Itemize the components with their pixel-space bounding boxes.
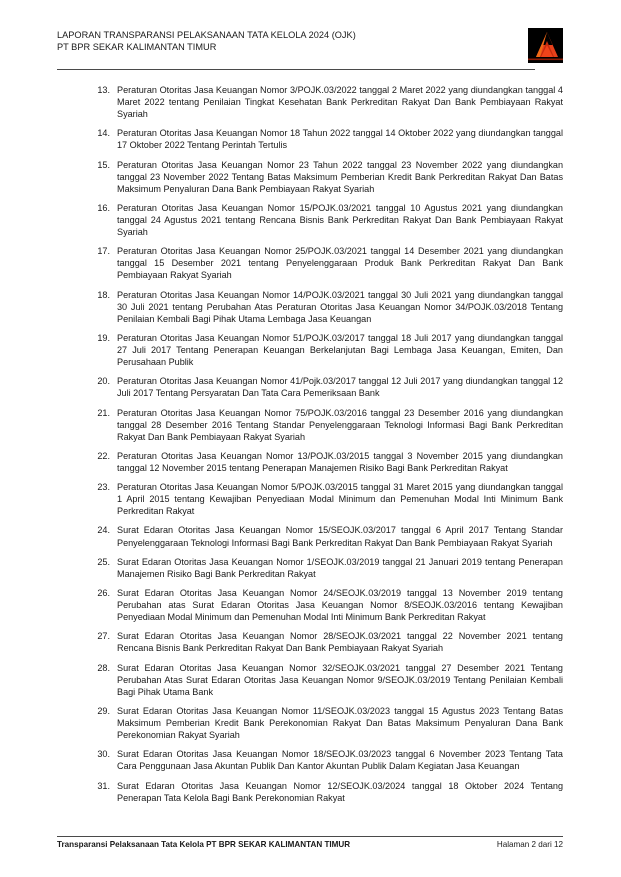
list-item bbox=[57, 587, 563, 623]
list-item bbox=[57, 630, 563, 654]
list-item-text: Peraturan Otoritas Jasa Keuangan Nomor 13/POJK.03/2015 tanggal 3 November 2015 yang diundangkan tanggal 12 November 2015 tentang Penerapan Manajemen Risiko Bagi Bank Perkreditan Rakyat bbox=[117, 450, 563, 473]
header-divider bbox=[57, 69, 535, 70]
list-item-number: 24. bbox=[97, 525, 110, 536]
list-item bbox=[57, 556, 563, 580]
list-item-number: 14. bbox=[97, 128, 110, 139]
list-item-text: Surat Edaran Otoritas Jasa Keuangan Nomor 15/SEOJK.03/2017 tanggal 6 April 2017 Tentang Standar Penyelenggaraan Teknologi Informasi Bagi Bank Perkreditan Rakyat Dan Bank Pembiayaan Rakyat Syariah bbox=[117, 525, 563, 548]
list-item bbox=[57, 289, 563, 325]
list-item-number: 15. bbox=[97, 159, 110, 170]
list-item-text: Peraturan Otoritas Jasa Keuangan Nomor 23 Tahun 2022 tanggal 23 November 2022 yang diundangkan tanggal 23 November 2022 Tentang Batas Maksimum Pemberian Kredit Bank Perkreditan Rakyat Dan Batas Maksimum Penyaluran Dana Bank Pembiayaan Rakyat Syariah bbox=[117, 159, 563, 194]
list-item-text: Peraturan Otoritas Jasa Keuangan Nomor 51/POJK.03/2017 tanggal 18 Juli 2017 yang diundangkan tanggal 27 Juli 2017 Tentang Penerapan Keuangan Berkelanjutan Bagi Lembaga Jasa Keuangan, Emiten, Dan Perusahaan Publik bbox=[117, 332, 563, 368]
list-item-text: Surat Edaran Otoritas Jasa Keuangan Nomor 12/SEOJK.03/2024 tanggal 18 Oktober 2024 Tentang Penerapan Tata Kelola Bagi Bank Perekonomian Rakyat bbox=[117, 780, 563, 803]
list-item bbox=[57, 450, 563, 474]
list-item-text: Surat Edaran Otoritas Jasa Keuangan Nomor 24/SEOJK.03/2019 tanggal 13 November 2019 tentang Perubahan atas Surat Edaran Otoritas Jasa Keuangan Nomor 8/SEOJK.03/2016 tentang Kewajiban Penyediaan Modal Minimum dan Pemenuhan Modal Inti Minimum Bank Perkreditan Rakyat bbox=[117, 588, 563, 623]
regulation-list-container bbox=[57, 84, 563, 811]
list-item-number: 20. bbox=[97, 376, 110, 387]
list-item-number: 17. bbox=[97, 246, 110, 257]
list-item bbox=[57, 407, 563, 443]
list-item-text: Peraturan Otoritas Jasa Keuangan Nomor 25/POJK.03/2021 tanggal 14 Desember 2021 yang diundangkan tanggal 15 Desember 2021 tentang Penyelenggaraan Produk Bank Perkreditan Rakyat Dan Bank Pembiayaan Rakyat Syariah bbox=[117, 246, 563, 281]
footer-page-number: Halaman 2 dari 12 bbox=[496, 840, 563, 849]
header-title-block bbox=[57, 28, 356, 53]
list-item bbox=[57, 705, 563, 741]
list-item-number: 26. bbox=[97, 588, 110, 599]
list-item-number: 23. bbox=[97, 482, 110, 493]
list-item-text: Peraturan Otoritas Jasa Keuangan Nomor 14/POJK.03/2021 tanggal 30 Juli 2021 yang diundangkan tanggal 30 Juli 2021 tentang Perubahan Atas Peraturan Otoritas Jasa Keuangan Nomor 34/POJK.03/2018 Tentang Penilaian Kembali Bagi Pihak Utama Lembaga Jasa Keuangan bbox=[117, 289, 563, 324]
page-header bbox=[57, 28, 563, 63]
list-item-text: Surat Edaran Otoritas Jasa Keuangan Nomor 1/SEOJK.03/2019 tanggal 21 Januari 2019 tentang Penerapan Manajemen Risiko Bagi Bank Perkreditan Rakyat bbox=[117, 556, 563, 579]
regulation-list bbox=[57, 84, 563, 804]
footer-divider bbox=[57, 836, 563, 837]
list-item-text: Peraturan Otoritas Jasa Keuangan Nomor 5/POJK.03/2015 tanggal 31 Maret 2015 yang diundangkan tanggal 1 April 2015 tentang Kewajiban Penyediaan Modal Minimum dan Pemenuhan Modal Inti Minimum Bank Perkreditan Rakyat bbox=[117, 482, 563, 517]
list-item-number: 22. bbox=[97, 450, 110, 461]
list-item-number: 21. bbox=[97, 407, 110, 418]
list-item-number: 29. bbox=[97, 705, 110, 716]
list-item-text: Peraturan Otoritas Jasa Keuangan Nomor 18 Tahun 2022 tanggal 14 Oktober 2022 yang diundangkan tanggal 17 Oktober 2022 Tentang Perintah Tertulis bbox=[117, 128, 563, 151]
list-item bbox=[57, 159, 563, 195]
page-footer bbox=[57, 840, 563, 849]
list-item-text: Surat Edaran Otoritas Jasa Keuangan Nomor 28/SEOJK.03/2021 tanggal 22 November 2021 tentang Rencana Bisnis Bank Perkreditan Rakyat Dan Bank Pembiayaan Rakyat Syariah bbox=[117, 631, 563, 654]
list-item-number: 28. bbox=[97, 662, 110, 673]
list-item bbox=[57, 375, 563, 399]
list-item bbox=[57, 202, 563, 238]
list-item-number: 27. bbox=[97, 631, 110, 642]
list-item bbox=[57, 127, 563, 151]
list-item-text: Surat Edaran Otoritas Jasa Keuangan Nomor 32/SEOJK.03/2021 tanggal 27 Desember 2021 Tentang Perubahan Atas Surat Edaran Otoritas Jasa Keuangan Nomor 9/SEOJK.03/2019 Tentang Penilaian Kembali Bagi Pihak Utama Bank bbox=[117, 662, 563, 697]
list-item-number: 16. bbox=[97, 202, 110, 213]
list-item-number: 25. bbox=[97, 556, 110, 567]
list-item-number: 30. bbox=[97, 749, 110, 760]
list-item bbox=[57, 662, 563, 698]
report-title-line-2: PT BPR SEKAR KALIMANTAN TIMUR bbox=[57, 42, 217, 53]
list-item-number: 31. bbox=[97, 780, 110, 791]
list-item-text: Peraturan Otoritas Jasa Keuangan Nomor 75/POJK.03/2016 tanggal 23 Desember 2016 yang diundangkan tanggal 28 Desember 2016 Tentang Standar Penyelenggaraan Teknologi Informasi Bagi Bank Perkreditan Rakyat Dan Bank Pembiayaan Rakyat Syariah bbox=[117, 407, 563, 442]
list-item bbox=[57, 524, 563, 548]
list-item bbox=[57, 481, 563, 517]
list-item-text: Peraturan Otoritas Jasa Keuangan Nomor 3/POJK.03/2022 tanggal 2 Maret 2022 yang diundangkan tanggal 4 Maret 2022 tentang Penilaian Tingkat Kesehatan Bank Perkreditan Rakyat Dan Bank Pembiayaan Rakyat Syariah bbox=[117, 85, 563, 120]
list-item bbox=[57, 332, 563, 368]
list-item bbox=[57, 84, 563, 120]
report-title-line-1: LAPORAN TRANSPARANSI PELAKSANAAN TATA KELOLA 2024 (OJK) bbox=[57, 30, 356, 40]
list-item-number: 13. bbox=[97, 85, 110, 95]
list-item-text: Peraturan Otoritas Jasa Keuangan Nomor 41/Pojk.03/2017 tanggal 12 Juli 2017 yang diundangkan tanggal 12 Juli 2017 Tentang Persyaratan Dan Tata Cara Pemeriksaan Bank bbox=[117, 376, 563, 399]
list-item-number: 18. bbox=[97, 289, 110, 300]
list-item-text: Surat Edaran Otoritas Jasa Keuangan Nomor 18/SEOJK.03/2023 tanggal 6 November 2023 Tentang Tata Cara Penggunaan Jasa Akuntan Publik Dan Kantor Akuntan Publik Dalam Kegiatan Jasa Keuangan bbox=[117, 749, 563, 772]
list-item bbox=[57, 245, 563, 281]
company-logo-icon bbox=[528, 28, 563, 63]
list-item-number: 19. bbox=[97, 332, 110, 343]
list-item-text: Surat Edaran Otoritas Jasa Keuangan Nomor 11/SEOJK.03/2023 tanggal 15 Agustus 2023 Tentang Batas Maksimum Pemberian Kredit Bank Perekonomian Rakyat Dan Batas Maksimum Penyaluran Dana Bank Perekonomian Rakyat Syariah bbox=[117, 705, 563, 741]
list-item bbox=[57, 780, 563, 804]
list-item bbox=[57, 748, 563, 772]
list-item-text: Peraturan Otoritas Jasa Keuangan Nomor 15/POJK.03/2021 tanggal 10 Agustus 2021 yang diundangkan tanggal 24 Agustus 2021 tentang Rencana Bisnis Bank Perkreditan Rakyat Dan Bank Pembiayaan Rakyat Syariah bbox=[117, 202, 563, 238]
footer-document-name: Transparansi Pelaksanaan Tata Kelola PT BPR SEKAR KALIMANTAN TIMUR bbox=[57, 840, 351, 849]
